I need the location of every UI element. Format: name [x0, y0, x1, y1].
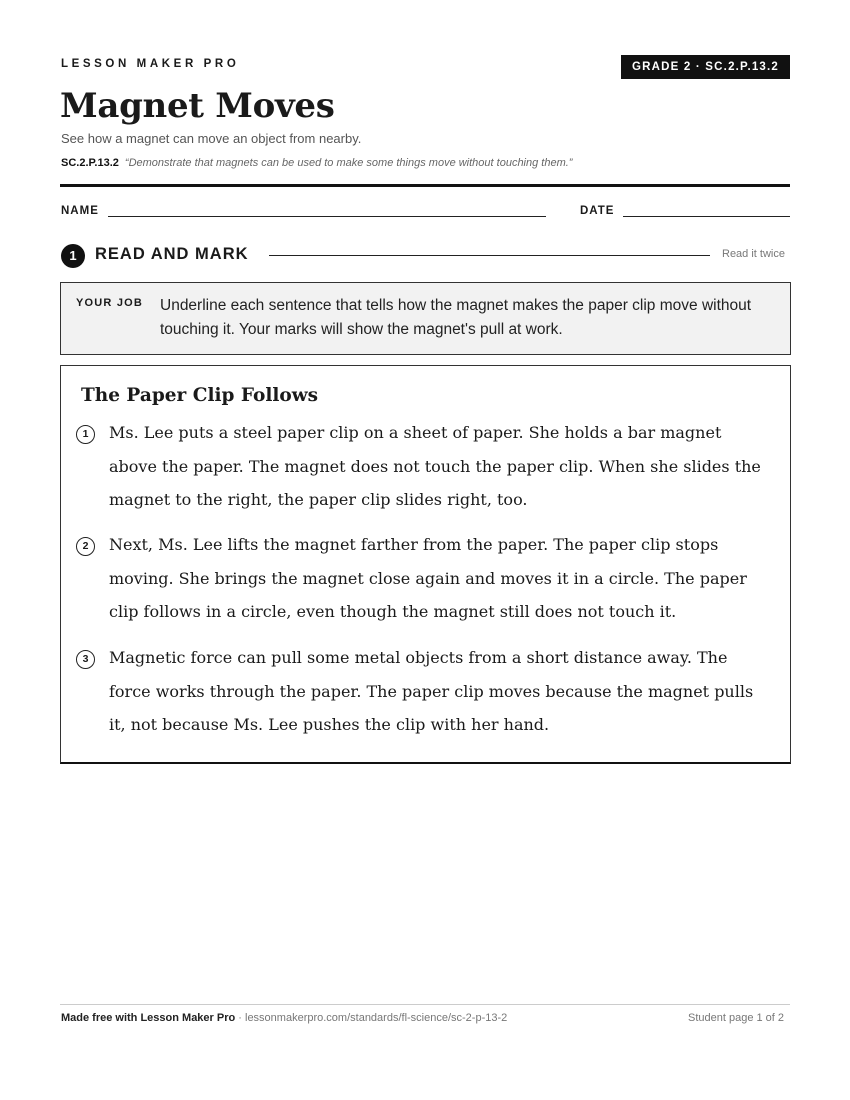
grade-badge: GRADE 2 · SC.2.P.13.2: [621, 55, 790, 79]
brand-name: LESSON MAKER PRO: [61, 58, 240, 70]
section-heading: READ AND MARK: [95, 245, 249, 263]
paragraph-text[interactable]: Next, Ms. Lee lifts the magnet farther from the paper. The paper clip stops moving. She brings the magnet close again and moves it in a circle. The paper clip follows in a circle, even though the magnet still does not touch it.: [109, 535, 747, 621]
passage-title: The Paper Clip Follows: [81, 385, 319, 406]
footer-page-number: Student page 1 of 2: [688, 1012, 785, 1024]
standard-code: SC.2.P.13.2: [61, 157, 119, 169]
section-note: Read it twice: [722, 248, 785, 260]
footer-made-with: Made free with Lesson Maker Pro: [61, 1012, 236, 1024]
name-field[interactable]: [108, 216, 546, 217]
page-subtitle: See how a magnet can move an object from nearby.: [61, 131, 362, 146]
your-job-label: YOUR JOB: [76, 297, 144, 309]
date-label: DATE: [580, 205, 615, 217]
section-divider: [269, 255, 710, 256]
date-field[interactable]: [623, 216, 790, 217]
paragraph-number: 3: [76, 650, 95, 669]
paragraph-text[interactable]: Ms. Lee puts a steel paper clip on a sheet of paper. She holds a bar magnet above the paper. The magnet does not touch the paper clip. When she slides the magnet to the right, the paper clip slides right, too.: [109, 423, 761, 509]
name-label: NAME: [61, 205, 99, 217]
paragraph-text[interactable]: Magnetic force can pull some metal objects from a short distance away. The force works through the paper. The paper clip moves because the magnet pulls it, not because Ms. Lee pushes the clip with her hand.: [109, 648, 754, 734]
your-job-box: [60, 282, 791, 355]
reading-passage: [60, 365, 791, 764]
section-number-badge: 1: [61, 244, 85, 268]
standard-reference: [61, 157, 572, 169]
header-divider: [60, 184, 790, 187]
your-job-text: Underline each sentence that tells how the magnet makes the paper clip move without touching it. Your marks will show the magnet's pull at work.: [160, 297, 752, 338]
standard-quote: “Demonstrate that magnets can be used to make some things move without touching them.”: [124, 157, 573, 169]
footer-credit: [61, 1012, 507, 1024]
footer-divider: [60, 1004, 790, 1005]
paragraph-number: 1: [76, 425, 95, 444]
footer-url[interactable]: · lessonmakerpro.com/standards/fl-science/sc-2-p-13-2: [235, 1012, 508, 1024]
paragraph-number: 2: [76, 537, 95, 556]
page-title: Magnet Moves: [60, 86, 335, 126]
